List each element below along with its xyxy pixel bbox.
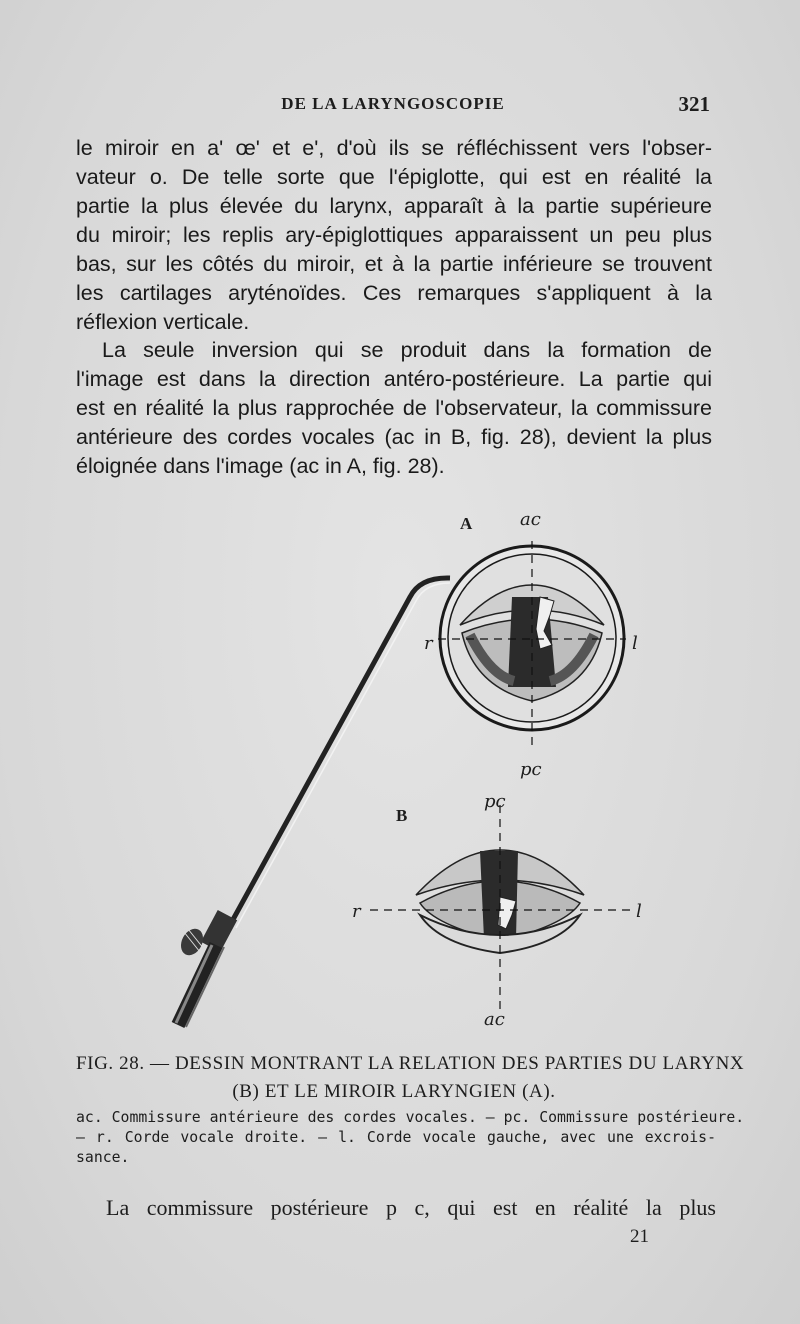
text-line: l'image est dans la direction antéro-postérieure. La partie qui (76, 367, 712, 391)
caption-legend-line: sance. (76, 1149, 130, 1166)
label-l-a: l (632, 633, 638, 654)
text-line: La commissure postérieure p c, qui est en réalité la plus (106, 1195, 716, 1220)
figure-caption-legend (76, 1108, 745, 1168)
text-line: La seule inversion qui se produit dans la formation de (102, 338, 712, 362)
caption-title-line: FIG. 28. — DESSIN MONTRANT LA RELATION DES PARTIES DU LARYNX (76, 1053, 745, 1074)
mirror-a (438, 541, 626, 751)
text-line: les cartilages aryténoïdes. Ces remarques s'appliquent à la (76, 281, 712, 305)
label-b: B (396, 806, 408, 825)
text-line: antérieure des cordes vocales (ac in B, fig. 28), devient la plus (76, 425, 712, 449)
larynx-b (370, 805, 630, 1010)
text-line: du miroir; les replis ary-épiglottiques apparaissent un peu plus (76, 223, 712, 247)
page-number: 321 (678, 92, 710, 116)
signature-mark: 21 (630, 1226, 649, 1247)
label-l-b: l (636, 901, 642, 922)
label-ac-top: ac (520, 509, 541, 530)
caption-title-line: (B) ET LE MIROIR LARYNGIEN (A). (232, 1081, 556, 1102)
running-head: DE LA LARYNGOSCOPIE (281, 94, 505, 113)
page-header (76, 94, 710, 120)
label-pc-b: pc (484, 791, 506, 812)
label-ac-bottom: ac (484, 1009, 505, 1030)
text-line: est en réalité la plus rapprochée de l'observateur, la commissure (76, 396, 712, 420)
paragraph-1 (76, 134, 712, 337)
laryngeal-mirror-handle (176, 578, 450, 1027)
caption-legend-line: — r. Corde vocale droite. — l. Corde vocale gauche, avec une excrois- (76, 1129, 716, 1146)
continuation-line (76, 1194, 716, 1222)
text-line: partie la plus élevée du larynx, apparaît à la partie supérieure (76, 194, 712, 218)
figure-caption-title (76, 1050, 745, 1106)
label-r-b: r (352, 901, 361, 922)
paragraph-2 (76, 336, 712, 481)
label-r-a: r (424, 633, 433, 654)
figure-28 (120, 505, 740, 1045)
text-line: réflexion verticale. (76, 310, 250, 334)
caption-legend-line: ac. Commissure antérieure des cordes vocales. — pc. Commissure postérieure. (76, 1109, 745, 1126)
text-line: bas, sur les côtés du miroir, et à la partie inférieure se trouvent (76, 252, 712, 276)
text-line: vateur o. De telle sorte que l'épiglotte, qui est en réalité la (76, 165, 712, 189)
label-pc-a: pc (520, 759, 542, 780)
label-a: A (460, 514, 473, 533)
laryngoscope-illustration (120, 505, 740, 1045)
text-line: le miroir en a' œ' et e', d'où ils se réfléchissent vers l'obser- (76, 136, 712, 160)
text-line: éloignée dans l'image (ac in A, fig. 28). (76, 454, 445, 478)
